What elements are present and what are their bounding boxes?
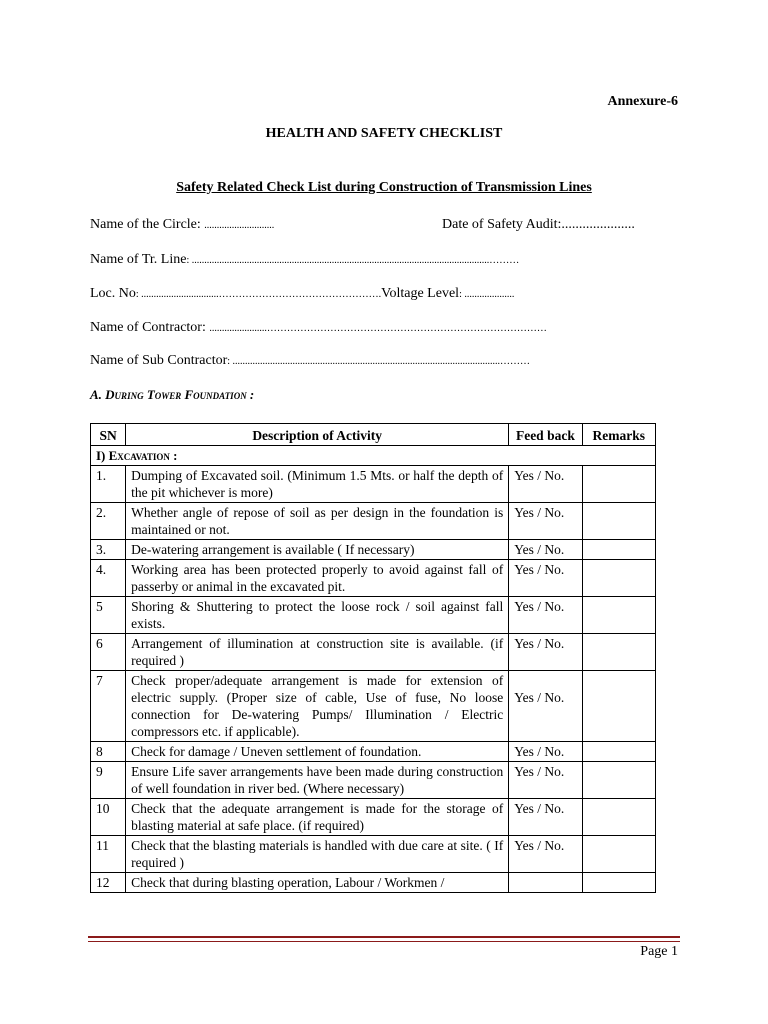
contractor-field [90, 320, 547, 336]
row-description: Check that the blasting materials is handled with due care at site. ( If required ) [126, 836, 509, 873]
subcontractor-field [90, 353, 530, 369]
row-remarks [582, 671, 655, 742]
row-sn: 5 [91, 597, 126, 634]
row-description: Whether angle of repose of soil as per design in the foundation is maintained or not. [126, 503, 509, 540]
group-prefix: I) [96, 448, 109, 463]
table-row [91, 466, 656, 503]
page-title: HEALTH AND SAFETY CHECKLIST [265, 126, 503, 141]
table-row [91, 762, 656, 799]
row-sn: 7 [91, 671, 126, 742]
table-row [91, 597, 656, 634]
page-number: Page 1 [640, 944, 678, 959]
table-header-row [91, 424, 656, 446]
section-prefix: A. [90, 387, 106, 402]
row-sn: 2. [91, 503, 126, 540]
row-sn: 9 [91, 762, 126, 799]
row-description: Shoring & Shuttering to protect the loose rock / soil against fall exists. [126, 597, 509, 634]
audit-date-field [442, 217, 635, 233]
location-blank: : ...............................…………………………………………. [135, 289, 382, 300]
row-sn: 8 [91, 742, 126, 762]
row-feedback [509, 873, 582, 893]
header-sn: SN [91, 424, 126, 446]
row-feedback: Yes / No. [509, 503, 582, 540]
row-description: Ensure Life saver arrangements have been made during construction of well foundation in river bed. (Where necessary) [126, 762, 509, 799]
row-feedback: Yes / No. [509, 466, 582, 503]
table-row [91, 540, 656, 560]
section-title: During Tower Foundation : [105, 387, 255, 402]
page-subtitle: Safety Related Check List during Construction of Transmission Lines [176, 180, 592, 195]
group-heading [91, 446, 656, 466]
row-remarks [582, 560, 655, 597]
location-field [90, 286, 514, 302]
table-row [91, 634, 656, 671]
row-remarks [582, 742, 655, 762]
table-row [91, 799, 656, 836]
header-description: Description of Activity [126, 424, 509, 446]
location-label: Loc. No [90, 286, 136, 301]
group-title: Excavation : [108, 448, 178, 463]
row-remarks [582, 762, 655, 799]
subcontractor-label: Name of Sub Contractor [90, 353, 228, 368]
row-sn: 4. [91, 560, 126, 597]
row-feedback: Yes / No. [509, 671, 582, 742]
audit-date-blank: ..................... [561, 217, 635, 232]
row-remarks [582, 634, 655, 671]
table-row [91, 671, 656, 742]
annexure-label: Annexure-6 [607, 94, 678, 109]
table-row [91, 503, 656, 540]
row-sn: 10 [91, 799, 126, 836]
voltage-level-label: Voltage Level [381, 286, 460, 301]
table-row [91, 560, 656, 597]
footer-rule-thin [88, 941, 680, 942]
row-feedback: Yes / No. [509, 540, 582, 560]
group-row-excavation [91, 446, 656, 466]
row-sn: 6 [91, 634, 126, 671]
footer-rule [88, 936, 680, 938]
row-remarks [582, 597, 655, 634]
line-name-field [90, 252, 519, 268]
checklist-table [90, 423, 656, 893]
row-remarks [582, 540, 655, 560]
row-feedback: Yes / No. [509, 742, 582, 762]
row-sn: 11 [91, 836, 126, 873]
audit-date-label: Date of Safety Audit: [442, 217, 562, 232]
subcontractor-blank: : ...........................................................................................................……… [227, 356, 531, 367]
row-sn: 12 [91, 873, 126, 893]
line-name-blank: : .......................................................................................................................……… [186, 255, 520, 266]
row-feedback: Yes / No. [509, 597, 582, 634]
row-remarks [582, 873, 655, 893]
circle-name-field [90, 217, 274, 233]
contractor-blank: .......................………………………………………………………………………… [209, 323, 547, 334]
row-description: Check proper/adequate arrangement is made for extension of electric supply. (Proper size of cable, Use of fuse, No loose connection for De-watering Pumps/ Illumination / Electric compressors etc. if applicable). [126, 671, 509, 742]
row-remarks [582, 466, 655, 503]
row-description: Dumping of Excavated soil. (Minimum 1.5 Mts. or half the depth of the pit whichever is more) [126, 466, 509, 503]
row-remarks [582, 503, 655, 540]
header-remarks: Remarks [582, 424, 655, 446]
circle-name-label: Name of the Circle: [90, 217, 205, 232]
circle-name-blank: ............................ [204, 220, 275, 231]
row-description: Working area has been protected properly to avoid against fall of passerby or animal in the excavated pit. [126, 560, 509, 597]
row-description: Check for damage / Uneven settlement of foundation. [126, 742, 509, 762]
row-feedback: Yes / No. [509, 762, 582, 799]
table-row [91, 742, 656, 762]
row-sn: 3. [91, 540, 126, 560]
row-feedback: Yes / No. [509, 634, 582, 671]
row-remarks [582, 836, 655, 873]
row-feedback: Yes / No. [509, 560, 582, 597]
row-remarks [582, 799, 655, 836]
row-description: De-watering arrangement is available ( If necessary) [126, 540, 509, 560]
table-row [91, 873, 656, 893]
table-row [91, 836, 656, 873]
row-sn: 1. [91, 466, 126, 503]
row-feedback: Yes / No. [509, 836, 582, 873]
section-heading [90, 387, 254, 403]
contractor-label: Name of Contractor: [90, 320, 210, 335]
line-name-label: Name of Tr. Line [90, 252, 187, 267]
row-description: Check that during blasting operation, Labour / Workmen / [126, 873, 509, 893]
row-description: Arrangement of illumination at construction site is available. (if required ) [126, 634, 509, 671]
header-feedback: Feed back [509, 424, 582, 446]
row-feedback: Yes / No. [509, 799, 582, 836]
row-description: Check that the adequate arrangement is made for the storage of blasting material at safe place. (if required) [126, 799, 509, 836]
voltage-level-blank: : .................... [459, 289, 515, 300]
